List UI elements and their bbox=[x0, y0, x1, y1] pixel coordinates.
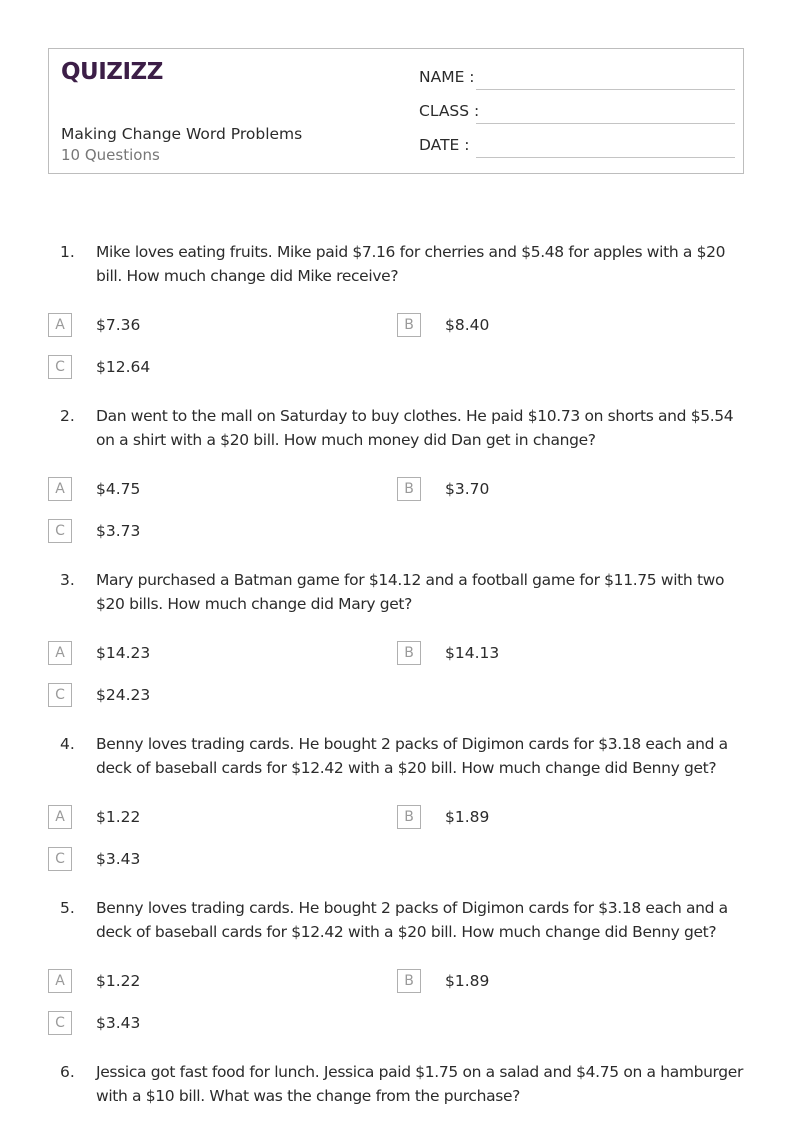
question-number: 5. bbox=[60, 899, 75, 917]
question-number: 4. bbox=[60, 735, 75, 753]
question-number: 6. bbox=[60, 1063, 75, 1081]
option-value: $3.43 bbox=[96, 1014, 141, 1032]
question-text: Jessica got fast food for lunch. Jessica paid $1.75 on a salad and $4.75 on a hamburger with a $10 bill. What was the change from the purchase? bbox=[96, 1063, 744, 1105]
worksheet-title: Making Change Word Problems bbox=[61, 125, 303, 143]
option-value: $1.22 bbox=[96, 808, 141, 826]
name-line bbox=[476, 89, 735, 90]
question-text: Benny loves trading cards. He bought 2 packs of Digimon cards for $3.18 each and a deck of baseball cards for $12.42 with a $20 bill. How much change did Benny get? bbox=[96, 735, 728, 777]
option-value: $3.43 bbox=[96, 850, 141, 868]
option-letter-box: A bbox=[48, 969, 72, 993]
option-letter-box: C bbox=[48, 519, 72, 543]
question-number: 2. bbox=[60, 407, 75, 425]
date-label: DATE : bbox=[419, 136, 470, 154]
question-text: Mary purchased a Batman game for $14.12 and a football game for $11.75 with two $20 bills. How much change did Mary get? bbox=[96, 571, 725, 613]
question-number: 3. bbox=[60, 571, 75, 589]
class-line bbox=[476, 123, 735, 124]
question-number: 1. bbox=[60, 243, 75, 261]
date-field[interactable] bbox=[419, 136, 735, 160]
option-value: $12.64 bbox=[96, 358, 151, 376]
name-label: NAME : bbox=[419, 68, 475, 86]
option-letter-box: A bbox=[48, 313, 72, 337]
question-count: 10 Questions bbox=[61, 146, 160, 164]
option-letter-box: C bbox=[48, 355, 72, 379]
quizizz-logo: QUIZIZZ bbox=[61, 59, 163, 85]
option-letter-box: A bbox=[48, 477, 72, 501]
option-letter-box: B bbox=[397, 805, 421, 829]
option-value: $24.23 bbox=[96, 686, 151, 704]
option-letter-box: B bbox=[397, 477, 421, 501]
option-value: $3.73 bbox=[96, 522, 141, 540]
option-value: $8.40 bbox=[445, 316, 490, 334]
question-text: Dan went to the mall on Saturday to buy clothes. He paid $10.73 on shorts and $5.54 on a shirt with a $20 bill. How much money did Dan get in change? bbox=[96, 407, 734, 449]
option-letter-box: A bbox=[48, 641, 72, 665]
option-value: $14.13 bbox=[445, 644, 500, 662]
option-value: $7.36 bbox=[96, 316, 141, 334]
option-letter-box: C bbox=[48, 683, 72, 707]
option-letter-box: C bbox=[48, 847, 72, 871]
option-value: $1.89 bbox=[445, 972, 490, 990]
option-value: $3.70 bbox=[445, 480, 490, 498]
option-letter-box: B bbox=[397, 969, 421, 993]
option-value: $1.89 bbox=[445, 808, 490, 826]
option-value: $4.75 bbox=[96, 480, 141, 498]
option-letter-box: B bbox=[397, 641, 421, 665]
option-letter-box: B bbox=[397, 313, 421, 337]
question-text: Mike loves eating fruits. Mike paid $7.16 for cherries and $5.48 for apples with a $20 bill. How much change did Mike receive? bbox=[96, 243, 726, 285]
class-label: CLASS : bbox=[419, 102, 480, 120]
option-value: $14.23 bbox=[96, 644, 151, 662]
option-value: $1.22 bbox=[96, 972, 141, 990]
worksheet-header bbox=[48, 48, 744, 174]
question-text: Benny loves trading cards. He bought 2 packs of Digimon cards for $3.18 each and a deck of baseball cards for $12.42 with a $20 bill. How much change did Benny get? bbox=[96, 899, 728, 941]
date-line bbox=[476, 157, 735, 158]
name-field[interactable] bbox=[419, 68, 735, 92]
class-field[interactable] bbox=[419, 102, 735, 126]
option-letter-box: C bbox=[48, 1011, 72, 1035]
option-letter-box: A bbox=[48, 805, 72, 829]
